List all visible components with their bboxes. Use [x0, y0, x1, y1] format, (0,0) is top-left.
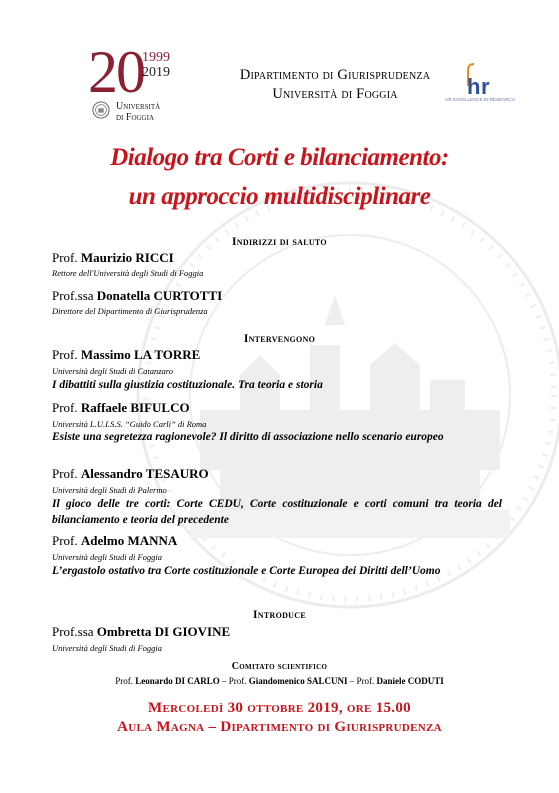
- logo-university-name: [116, 101, 160, 123]
- year-end: 2019: [142, 65, 170, 80]
- talk-title: Esiste una segretezza ragionevole? Il diritto di associazione nello scenario europeo: [52, 431, 444, 443]
- intro-speaker-name: Prof.ssa Ombretta DI GIOVINE: [52, 624, 231, 639]
- speaker-affiliation: Università degli Studi di Foggia: [52, 552, 163, 562]
- greeting-speaker-name: Prof.ssa Donatella CURTOTTI: [52, 288, 223, 303]
- event-title-line1: Dialogo tra Corti e bilanciamento:: [110, 144, 449, 171]
- department-line2: Università di Foggia: [272, 86, 398, 102]
- talk-title: I dibattiti sulla giustizia costituzionale. Tra teoria e storia: [52, 379, 323, 391]
- greeting-speaker-affiliation: Rettore dell'Università degli Studi di Foggia: [52, 268, 204, 278]
- intro-speaker-affiliation: Università degli Studi di Foggia: [52, 643, 163, 653]
- department-line1: Dipartimento di Giurisprudenza: [239, 67, 431, 83]
- talk-title: Il gioco delle tre corti: Corte CEDU, Corte costituzionale e corti comuni tra teoria del bilanciamento e teoria del precedente: [52, 498, 502, 526]
- event-date: Mercoledì 30 ottobre 2019, ore 15.00: [148, 700, 411, 716]
- logo-uni-line2: di Foggia: [116, 112, 154, 123]
- speaker-affiliation: Università L.U.I.S.S. “Guido Carli” di Roma: [52, 419, 207, 429]
- speaker-affiliation: Università degli Studi di Catanzaro: [52, 366, 174, 376]
- speaker-name: Prof. Massimo LA TORRE: [52, 347, 201, 362]
- svg-text:r: r: [481, 74, 490, 99]
- talk-title: L’ergastolo ostativo tra Corte costituzionale e Corte Europea dei Diritti dell’Uomo: [52, 565, 441, 577]
- hr-excellence-logo-icon: [452, 60, 507, 102]
- anniversary-logo-number: 20: [88, 39, 144, 105]
- department-name: [200, 66, 470, 104]
- committee-members: Prof. Leonardo DI CARLO – Prof. Giandomenico SALCUNI – Prof. Daniele CODUTI: [115, 676, 444, 686]
- greeting-speaker-affiliation: Direttore del Dipartimento di Giurisprudenza: [52, 306, 208, 316]
- greetings-heading: Indirizzi di saluto: [232, 236, 327, 248]
- year-start: 1999: [142, 50, 170, 65]
- logo-uni-line1: Università: [116, 101, 161, 112]
- university-emblem-icon: [92, 101, 110, 119]
- speaker-name: Prof. Alessandro TESAURO: [52, 466, 209, 481]
- event-venue: Aula Magna – Dipartimento di Giurisprudenza: [117, 719, 442, 735]
- speaker-affiliation: Università degli Studi di Palermo: [52, 485, 167, 495]
- speaker-name: Prof. Adelmo MANNA: [52, 533, 178, 548]
- event-title-line2: un approccio multidisciplinare: [128, 183, 431, 210]
- hr-excellence-caption: HR EXCELLENCE IN RESEARCH: [445, 97, 515, 102]
- intro-heading: Introduce: [253, 609, 306, 621]
- svg-text:h: h: [467, 74, 481, 99]
- speaker-name: Prof. Raffaele BIFULCO: [52, 400, 190, 415]
- speakers-heading: Intervengono: [243, 333, 316, 345]
- greeting-speaker-name: Prof. Maurizio RICCI: [52, 250, 174, 265]
- committee-heading: Comitato scientifico: [231, 661, 328, 672]
- anniversary-logo-years: [142, 50, 170, 80]
